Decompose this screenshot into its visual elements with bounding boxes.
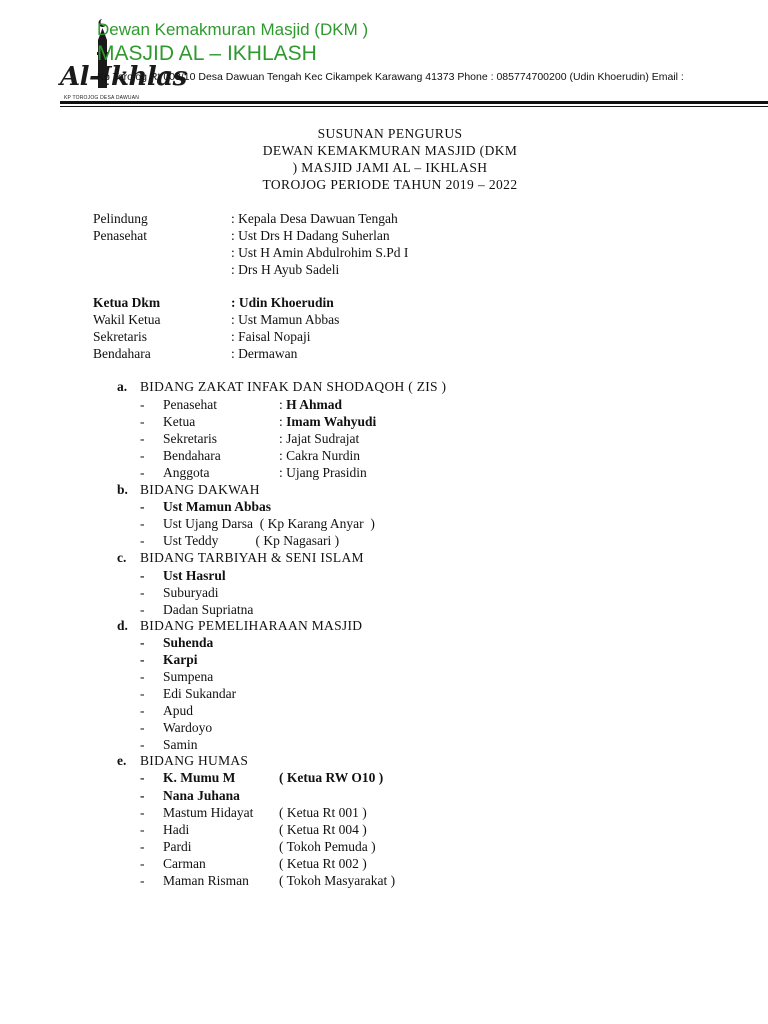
official-value: : Ust Drs H Dadang Suherlan (231, 228, 390, 243)
bullet: - (140, 686, 145, 701)
bullet: - (140, 669, 145, 684)
member-name: Cakra Nurdin (286, 448, 360, 463)
bullet: - (140, 788, 145, 803)
member-name: Imam Wahyudi (286, 414, 377, 429)
bullet: - (140, 737, 145, 752)
address-line: Kp Torojog Rt 003/10 Desa Dawuan Tengah Kec Cikampek Karawang 41373 Phone : 085774700200 (Udin Khoerudin) Email : (97, 71, 684, 83)
bullet: - (140, 703, 145, 718)
member-role: Penasehat (163, 397, 217, 412)
member-name: Edi Sukandar (163, 686, 237, 701)
board-role: Ketua Dkm (93, 295, 161, 310)
bullet: - (140, 602, 145, 617)
board-value: : Ust Mamun Abbas (231, 312, 340, 327)
member-note: ( Ketua Rt 001 ) (279, 805, 367, 820)
bullet: - (140, 431, 145, 446)
member-note: ( Ketua Rt 002 ) (279, 856, 367, 871)
bullet: - (140, 805, 145, 820)
bullet: - (140, 635, 145, 650)
board-role: Wakil Ketua (93, 312, 161, 327)
bullet: - (140, 397, 145, 412)
member-name: Ust Teddy ( Kp Nagasari ) (163, 533, 340, 548)
member-role: Sekretaris (163, 431, 217, 446)
doc-title-line-3: ) MASJID JAMI AL – IKHLASH (292, 160, 488, 175)
member-name: Hadi (163, 822, 190, 837)
bullet: - (140, 465, 145, 480)
bullet: - (140, 516, 145, 531)
member-name: H Ahmad (286, 397, 343, 412)
doc-title-line-1: SUSUNAN PENGURUS (317, 126, 463, 141)
section-title: BIDANG HUMAS (140, 753, 249, 768)
member-role: Bendahara (163, 448, 221, 463)
official-value: : Ust H Amin Abdulrohim S.Pd I (231, 245, 409, 260)
member-name: K. Mumu M (163, 770, 236, 785)
bullet: - (140, 414, 145, 429)
section-letter: c. (117, 550, 127, 565)
official-value: : Drs H Ayub Sadeli (231, 262, 340, 277)
member-entry (279, 448, 360, 464)
section-title: BIDANG TARBIYAH & SENI ISLAM (140, 550, 364, 565)
bullet: - (140, 720, 145, 735)
member-name: Karpi (163, 652, 198, 667)
board-value: : Udin Khoerudin (231, 295, 334, 310)
member-name: Maman Risman (163, 873, 249, 888)
bullet: - (140, 448, 145, 463)
logo-subtext: KP TOROJOG DESA DAWUAN (64, 95, 140, 101)
section-title: BIDANG ZAKAT INFAK DAN SHODAQOH ( ZIS ) (140, 379, 447, 394)
member-name: Samin (163, 737, 198, 752)
separator: : (279, 448, 287, 463)
member-name: Carman (163, 856, 206, 871)
org-line: Dewan Kemakmuran Masjid (DKM ) (97, 20, 369, 39)
member-name: Ust Mamun Abbas (163, 499, 272, 514)
header-divider-thin (60, 106, 768, 107)
member-name: Ujang Prasidin (286, 465, 367, 480)
board-value: : Faisal Nopaji (231, 329, 311, 344)
bullet: - (140, 499, 145, 514)
separator: : (279, 397, 287, 412)
member-entry (279, 397, 342, 413)
doc-title-line-4: TOROJOG PERIODE TAHUN 2019 – 2022 (262, 177, 518, 192)
section-letter: b. (117, 482, 128, 497)
section-letter: d. (117, 618, 128, 633)
member-note: ( Ketua Rt 004 ) (279, 822, 367, 837)
member-name: Jajat Sudrajat (286, 431, 360, 446)
doc-title-line-2: DEWAN KEMAKMURAN MASJID (DKM (262, 143, 518, 158)
section-title: BIDANG DAKWAH (140, 482, 260, 497)
bullet: - (140, 533, 145, 548)
bullet: - (140, 839, 145, 854)
member-entry (279, 414, 376, 430)
section-letter: e. (117, 753, 127, 768)
member-name: Ust Ujang Darsa ( Kp Karang Anyar ) (163, 516, 375, 531)
section-title: BIDANG PEMELIHARAAN MASJID (140, 618, 363, 633)
official-role: Penasehat (93, 228, 147, 243)
bullet: - (140, 822, 145, 837)
bullet: - (140, 568, 145, 583)
separator: : (279, 414, 287, 429)
bullet: - (140, 856, 145, 871)
member-note: ( Tokoh Masyarakat ) (279, 873, 396, 888)
official-role: Pelindung (93, 211, 148, 226)
bullet: - (140, 585, 145, 600)
section-letter: a. (117, 379, 128, 394)
board-role: Bendahara (93, 346, 151, 361)
member-note: ( Tokoh Pemuda ) (279, 839, 376, 854)
official-value: : Kepala Desa Dawuan Tengah (231, 211, 398, 226)
member-name: Wardoyo (163, 720, 213, 735)
masjid-name: MASJID AL – IKHLASH (97, 42, 317, 65)
member-role: Anggota (163, 465, 210, 480)
member-name: Suburyadi (163, 585, 219, 600)
member-entry (279, 465, 367, 481)
member-note: ( Ketua RW O10 ) (279, 770, 384, 785)
member-name: Dadan Supriatna (163, 602, 254, 617)
member-name: Apud (163, 703, 193, 718)
bullet: - (140, 873, 145, 888)
member-role: Ketua (163, 414, 196, 429)
header-divider-thick (60, 101, 768, 104)
board-value: : Dermawan (231, 346, 298, 361)
member-entry (279, 431, 359, 447)
member-name: Suhenda (163, 635, 214, 650)
board-role: Sekretaris (93, 329, 147, 344)
bullet: - (140, 770, 145, 785)
member-name: Mastum Hidayat (163, 805, 254, 820)
logo-wordmark: Al-Ikhlas (60, 62, 187, 92)
member-name: Pardi (163, 839, 192, 854)
separator: : (279, 431, 287, 446)
member-name: Nana Juhana (163, 788, 240, 803)
member-name: Sumpena (163, 669, 214, 684)
bullet: - (140, 652, 145, 667)
member-name: Ust Hasrul (163, 568, 226, 583)
separator: : (279, 465, 287, 480)
